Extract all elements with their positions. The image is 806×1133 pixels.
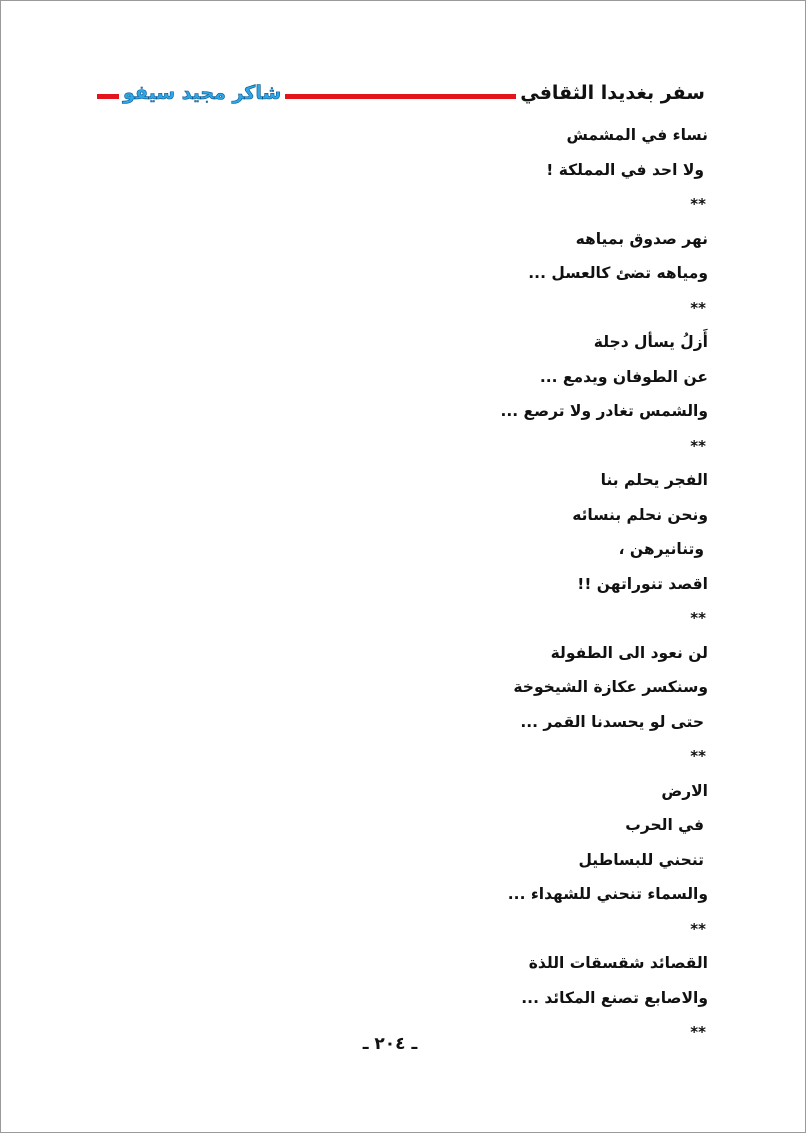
poem-line: لن نعود الى الطفولة — [550, 643, 708, 662]
running-header — [97, 78, 709, 112]
poem-line: وسنكسر عكازة الشيخوخة — [513, 678, 708, 696]
poem-line: الارض — [661, 781, 708, 800]
stanza-separator: ** — [690, 609, 706, 627]
poem-line: اقصد تنوراتهن !! — [577, 574, 708, 593]
poem-line: تنحني للبساطيل — [578, 850, 704, 869]
poem-line: الفجر يحلم بنا — [600, 471, 708, 489]
poem-line: أَزلُ يسأل دجلة — [593, 333, 708, 351]
poem-line: نساء في المشمش — [566, 126, 708, 144]
poem-line: عن الطوفان ويدمع ... — [539, 367, 708, 386]
poem-line: نهر صدوق بمياهه — [575, 229, 708, 248]
poem-line: ومياهه تضئ كالعسل ... — [528, 264, 708, 282]
stanza-separator: ** — [690, 195, 706, 213]
stanza-separator: ** — [690, 747, 706, 765]
stanza-separator: ** — [690, 1023, 706, 1041]
poem-line: في الحرب — [625, 816, 704, 834]
poem-line: ولا احد في المملكة ! — [546, 160, 704, 179]
poem-line: والشمس تغادر ولا ترصع ... — [500, 402, 708, 420]
poem-line: وتنانيرهن ، — [618, 540, 704, 558]
header-title: سفر بغديدا الثقافي — [516, 78, 709, 108]
poem-line: ونحن نحلم بنسائه — [572, 505, 708, 524]
stanza-separator: ** — [690, 298, 706, 317]
poem-line: حتى لو يحسدنا القمر ... — [520, 712, 704, 731]
poem-line: والسماء تنحني للشهداء ... — [507, 885, 708, 903]
header-author: شاكر مجيد سيفو — [119, 78, 285, 108]
poem-line: القصائد شقسقات اللذة — [528, 954, 708, 972]
stanza-separator: ** — [690, 919, 706, 938]
page-number: ـ ٢٠٤ ـ — [362, 1034, 418, 1054]
stanza-separator: ** — [690, 436, 706, 455]
poem-body — [88, 118, 708, 1050]
poem-line: والاصابع تصنع المكائد ... — [521, 988, 708, 1007]
